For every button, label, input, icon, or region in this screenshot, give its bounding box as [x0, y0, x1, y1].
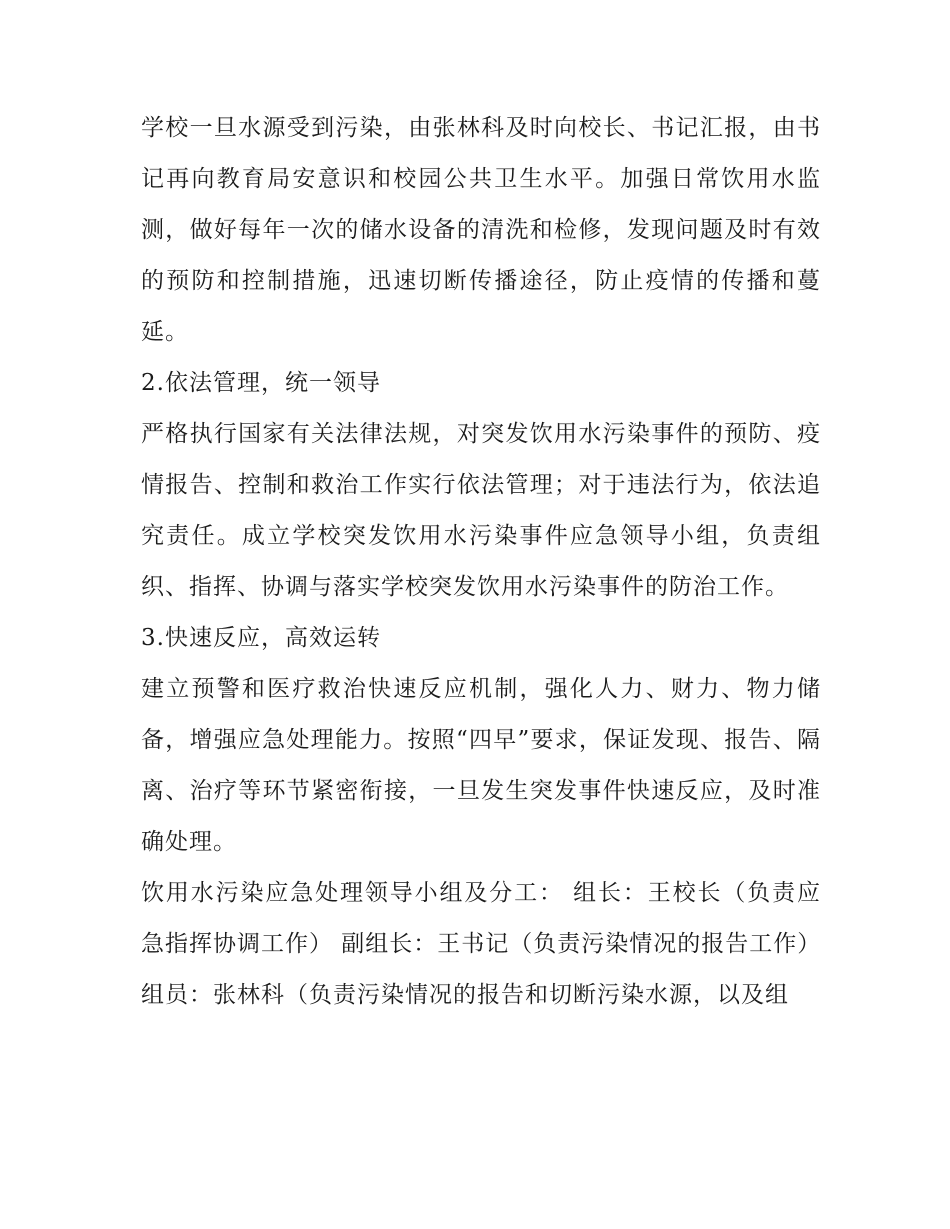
- heading-lawful-management: 2.依法管理，统一领导: [141, 370, 381, 396]
- heading-rapid-response: 3.快速反应，高效运转: [141, 625, 381, 651]
- paragraph-leadership-group: 饮用水污染应急处理领导小组及分工： 组长：王校长（负责应急指挥协调工作） 副组长：王书记（负责污染情况的报告工作）: [141, 880, 822, 957]
- document-body: [141, 103, 821, 1021]
- paragraph-water-source-report: 学校一旦水源受到污染，由张林科及时向校长、书记汇报，由书记再向教育局安意识和校园公共卫生水平。加强日常饮用水监测，做好每年一次的储水设备的清洗和检修，发现问题及时有效的预防和控制措施，迅速切断传播途径，防止疫情的传播和蔓延。: [141, 115, 821, 345]
- paragraph-group-members: 组员：张林科（负责污染情况的报告和切断污染水源，以及组: [141, 982, 789, 1008]
- paragraph-lawful-management: 严格执行国家有关法律法规，对突发饮用水污染事件的预防、疫情报告、控制和救治工作实行依法管理；对于违法行为，依法追究责任。成立学校突发饮用水污染事件应急领导小组，负责组织、指挥、协调与落实学校突发饮用水污染事件的防治工作。: [141, 421, 821, 600]
- paragraph-rapid-response: 建立预警和医疗救治快速反应机制，强化人力、财力、物力储备，增强应急处理能力。按照“四早”要求，保证发现、报告、隔离、治疗等环节紧密衔接，一旦发生突发事件快速反应，及时准确处理。: [141, 676, 821, 855]
